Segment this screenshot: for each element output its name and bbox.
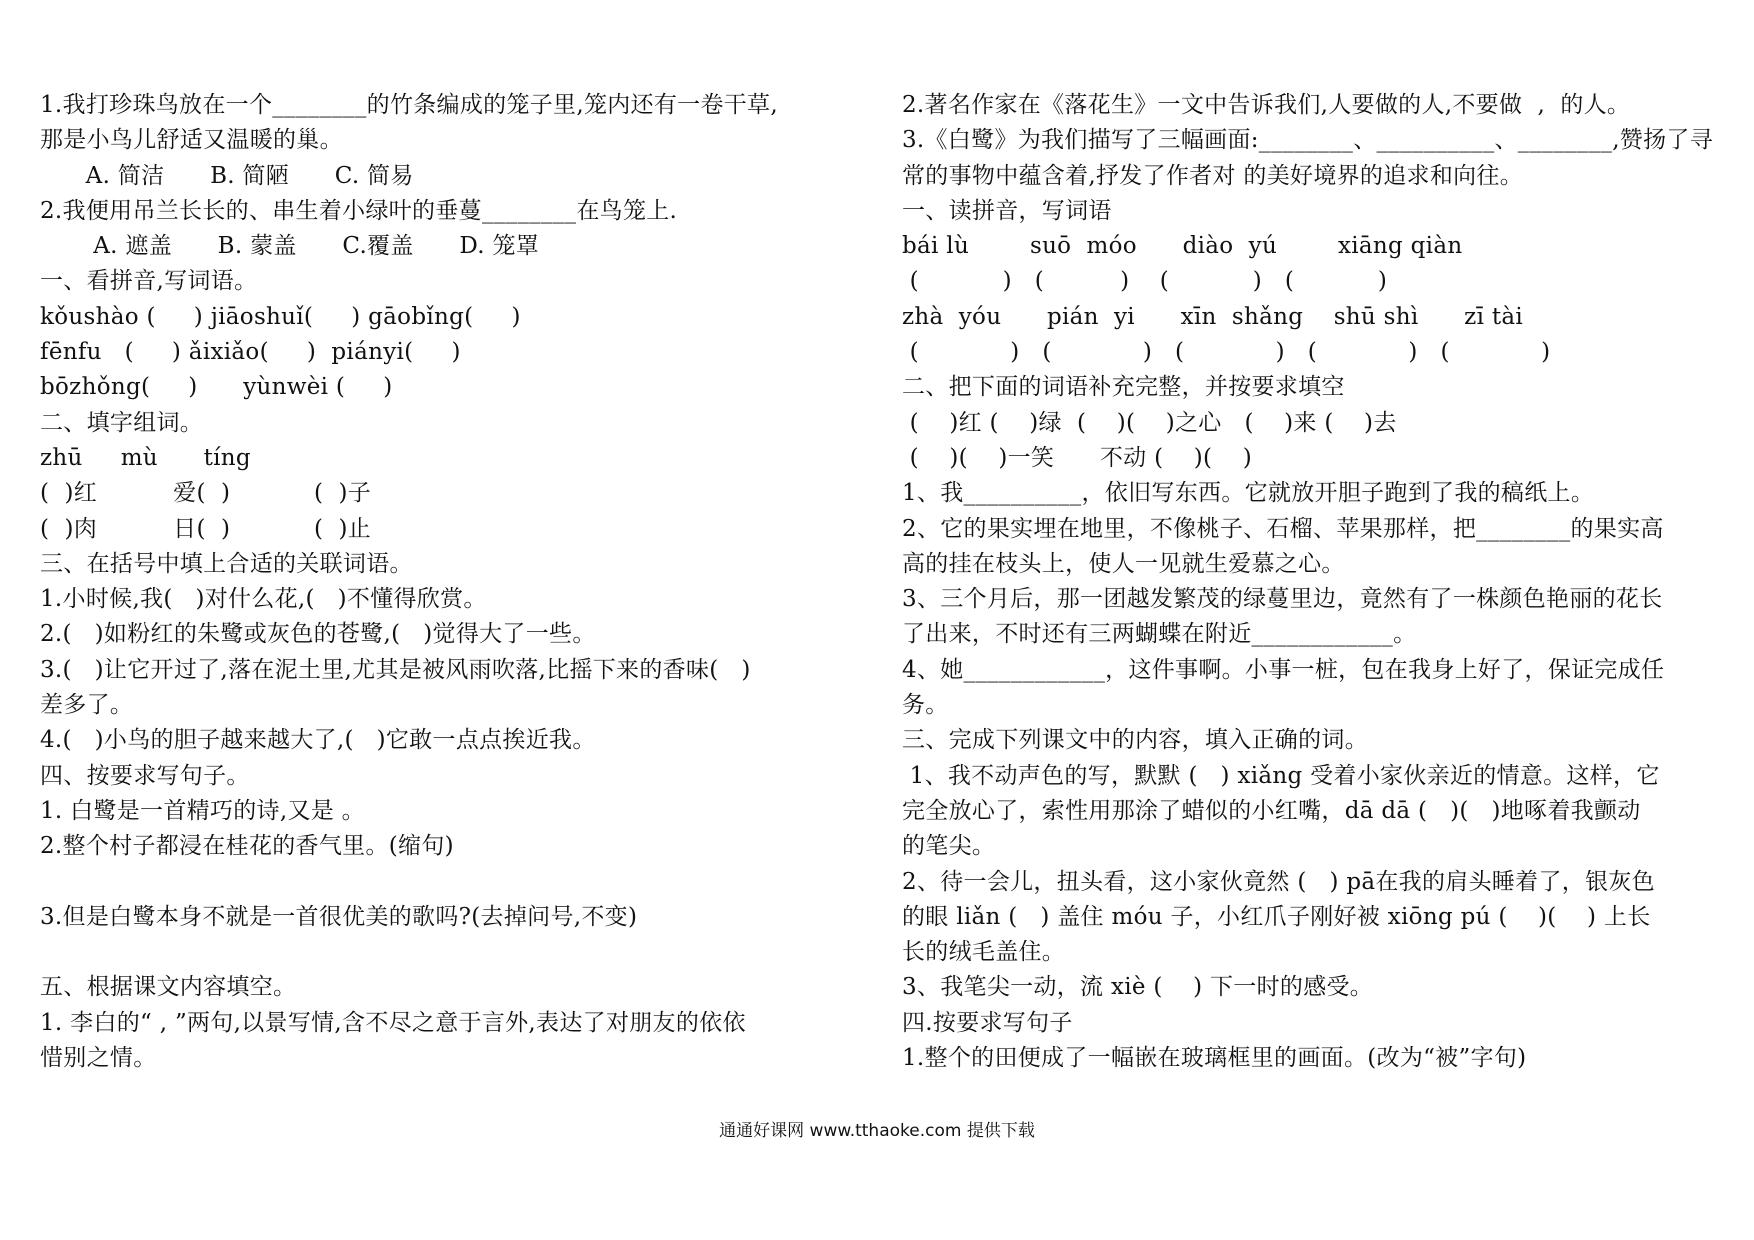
text-line: ( )( )一笑 不动 ( )( ) bbox=[902, 444, 1253, 471]
text-line: 差多了。 bbox=[40, 692, 134, 719]
text-line: 的笔尖。 bbox=[902, 833, 996, 860]
text-line: A. 遮盖 B. 蒙盖 C.覆盖 D. 笼罩 bbox=[40, 233, 540, 260]
text-line: 务。 bbox=[902, 692, 949, 719]
section-heading: 五、根据课文内容填空。 bbox=[40, 974, 297, 1001]
text-line: 完全放心了，索性用那涂了蜡似的小红嘴，dā dā ( )( )地啄着我颤动 bbox=[902, 797, 1641, 824]
text-line: 2、它的果实埋在地里，不像桃子、石榴、苹果那样，把________的果实高 bbox=[902, 515, 1664, 542]
text-line: 4、她____________，这件事啊。小事一桩，包在我身上好了，保证完成任 bbox=[902, 656, 1665, 683]
text-line: 长的绒毛盖住。 bbox=[902, 939, 1066, 966]
text-line: 1、我不动声色的写，默默 ( ) xiǎng 受着小家伙亲近的情意。这样，它 bbox=[902, 762, 1660, 789]
right-column bbox=[902, 88, 1724, 1076]
text-line: 2.整个村子都浸在桂花的香气里。(缩句) bbox=[40, 833, 454, 860]
left-column bbox=[40, 88, 865, 1076]
text-line: 3.( )让它开过了,落在泥土里,尤其是被风雨吹落,比摇下来的香味( ) bbox=[40, 656, 751, 683]
text-line: kǒushào ( ) jiāoshuǐ( ) gāobǐng( ) bbox=[40, 303, 521, 330]
text-line: 3、我笔尖一动，流 xiè ( ) 下一时的感受。 bbox=[902, 974, 1374, 1001]
text-line: bōzhǒng( ) yùnwèi ( ) bbox=[40, 374, 393, 401]
text-line: 2.著名作家在《落花生》一文中告诉我们,人要做的人,不要做 , 的人。 bbox=[902, 92, 1631, 118]
text-line: 3.但是白鹭本身不就是一首很优美的歌吗?(去掉问号,不变) bbox=[40, 903, 638, 930]
blank-line bbox=[40, 935, 865, 970]
section-heading: 三、完成下列课文中的内容，填入正确的词。 bbox=[902, 727, 1368, 754]
text-line: 1.整个的田便成了一幅嵌在玻璃框里的画面。(改为“被”字句) bbox=[902, 1045, 1527, 1072]
text-line: ( ) ( ) ( ) ( ) bbox=[902, 268, 1388, 295]
text-line: ( ) ( ) ( ) ( ) ( ) bbox=[902, 339, 1551, 366]
text-line: 2.我便用吊兰长长的、串生着小绿叶的垂蔓________在鸟笼上. bbox=[40, 197, 678, 224]
text-line: 惜别之情。 bbox=[40, 1045, 157, 1072]
text-line: zhà yóu pián yi xīn shǎng shū shì zī tài bbox=[902, 303, 1524, 330]
text-line: fēnfu ( ) ǎixiǎo( ) piányi( ) bbox=[40, 339, 461, 366]
text-line: ( )红 ( )绿 ( )( )之心 ( )来 ( )去 bbox=[902, 409, 1397, 436]
footer-credit: 通通好课网 www.tthaoke.com 提供下载 bbox=[719, 1121, 1035, 1141]
text-line: ( )肉 日( ) ( )止 bbox=[40, 515, 372, 542]
text-line: zhū mù tíng bbox=[40, 444, 251, 471]
text-line: 1、我__________，依旧写东西。它就放开胆子跑到了我的稿纸上。 bbox=[902, 480, 1595, 507]
section-heading: 四、按要求写句子。 bbox=[40, 762, 250, 789]
text-line: 3.《白鹭》为我们描写了三幅画面:________、__________、________,赞扬了寻 bbox=[902, 127, 1714, 154]
text-line: 1. 白鹭是一首精巧的诗,又是 。 bbox=[40, 797, 365, 824]
text-line: 2、待一会儿，扭头看，这小家伙竟然 ( ) pā在我的肩头睡着了，银灰色 bbox=[902, 868, 1655, 895]
text-line: bái lù suō móo diào yú xiāng qiàn bbox=[902, 233, 1463, 260]
text-line: A. 简洁 B. 简陋 C. 简易 bbox=[40, 162, 414, 189]
section-heading: 三、在括号中填上合适的关联词语。 bbox=[40, 550, 413, 577]
section-heading: 一、读拼音，写词语 bbox=[902, 197, 1112, 224]
blank-line bbox=[40, 865, 865, 900]
text-line: 2.( )如粉红的朱鹭或灰色的苍鹭,( )觉得大了一些。 bbox=[40, 621, 596, 648]
text-line: 的眼 liǎn ( ) 盖住 móu 子，小红爪子刚好被 xiōng pú ( )( ) 上长 bbox=[902, 903, 1651, 930]
text-line: 1. 李白的“ , ”两句,以景写情,含不尽之意于言外,表达了对朋友的依依 bbox=[40, 1009, 746, 1036]
text-line: 那是小鸟儿舒适又温暖的巢。 bbox=[40, 127, 343, 154]
text-line: ( )红 爱( ) ( )子 bbox=[40, 480, 372, 507]
section-heading: 四.按要求写句子 bbox=[902, 1009, 1073, 1036]
text-line: 高的挂在枝头上，使人一见就生爱慕之心。 bbox=[902, 550, 1345, 577]
text-line: 1.小时候,我( )对什么花,( )不懂得欣赏。 bbox=[40, 586, 487, 613]
section-heading: 二、填字组词。 bbox=[40, 409, 204, 436]
text-line: 4.( )小鸟的胆子越来越大了,( )它敢一点点挨近我。 bbox=[40, 727, 596, 754]
text-line: 了出来，不时还有三两蝴蝶在附近____________。 bbox=[902, 621, 1417, 648]
section-heading: 一、看拼音,写词语。 bbox=[40, 268, 258, 295]
text-line: 常的事物中蕴含着,抒发了作者对 的美好境界的追求和向往。 bbox=[902, 162, 1524, 189]
text-line: 1.我打珍珠鸟放在一个________的竹条编成的笼子里,笼内还有一卷干草, bbox=[40, 92, 778, 118]
text-line: 3、三个月后，那一团越发繁茂的绿蔓里边，竟然有了一株颜色艳丽的花长 bbox=[902, 586, 1663, 613]
section-heading: 二、把下面的词语补充完整，并按要求填空 bbox=[902, 374, 1345, 401]
